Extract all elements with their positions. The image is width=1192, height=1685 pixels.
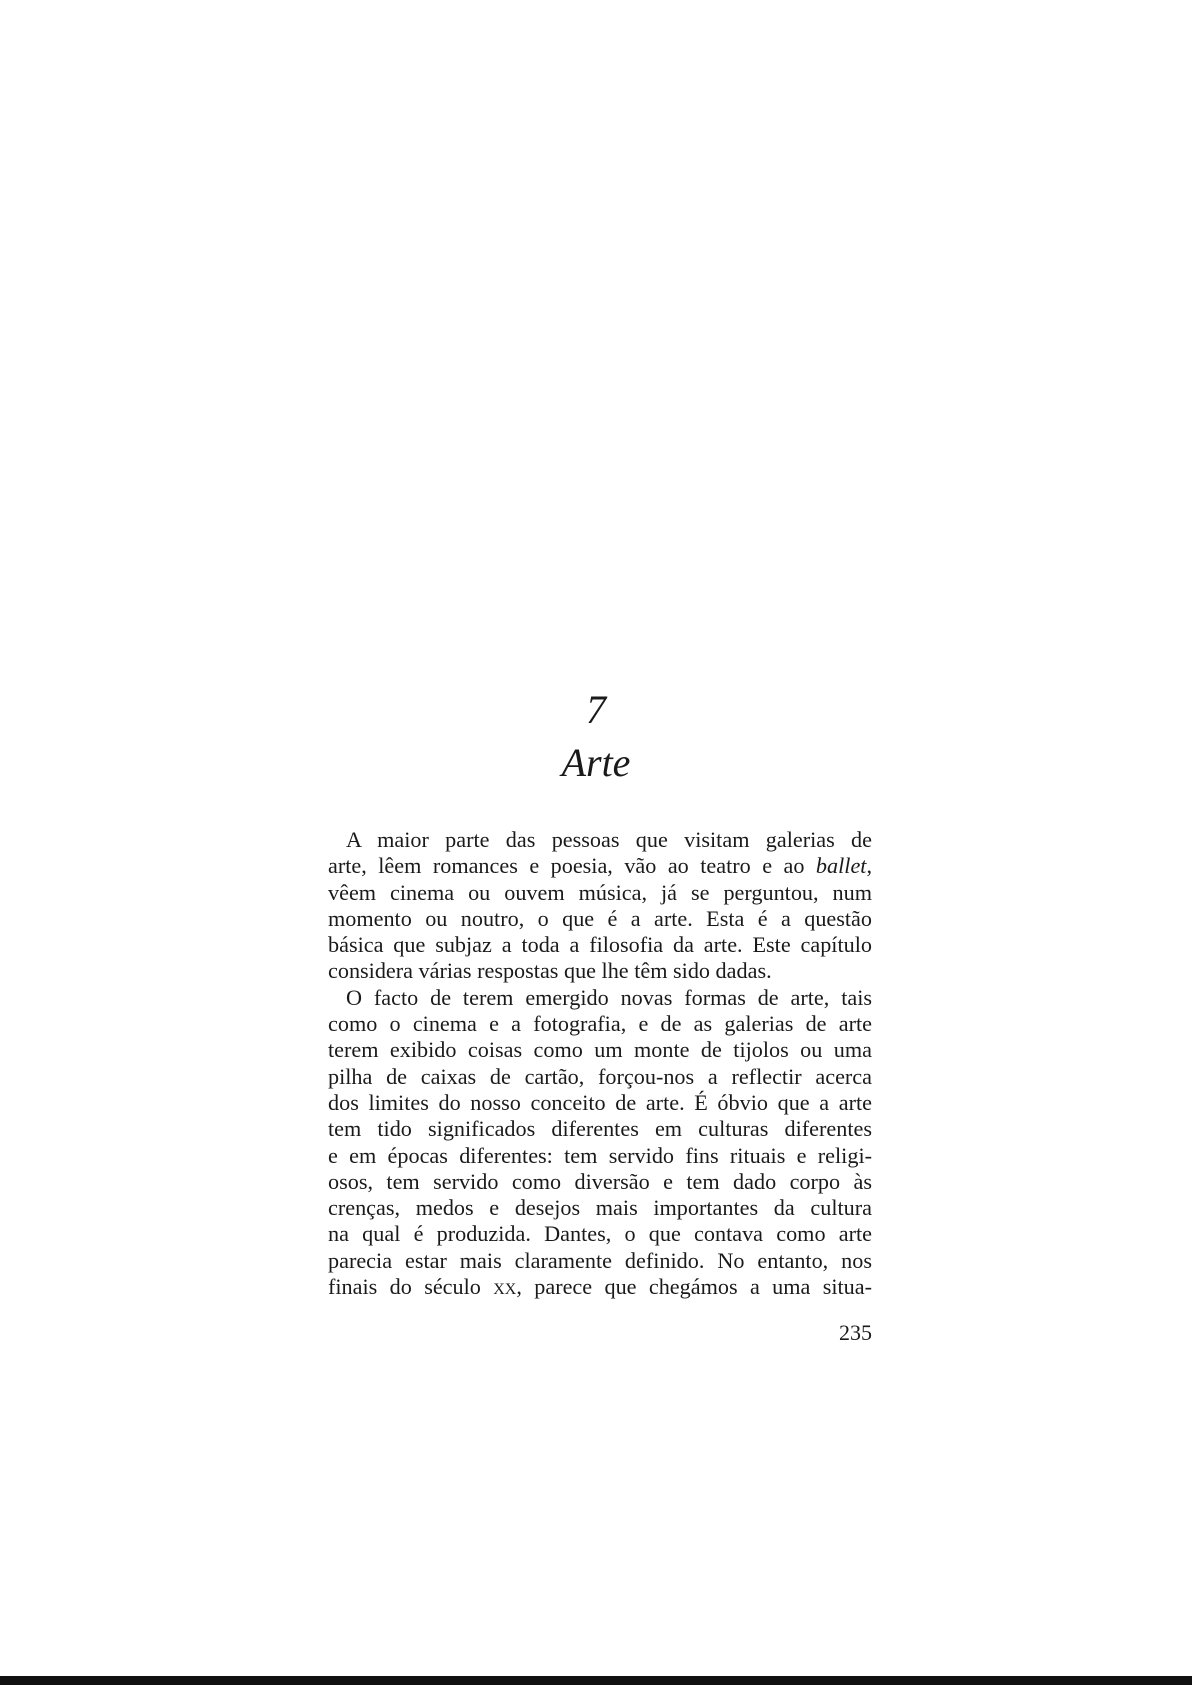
- chapter-number: 7: [586, 687, 606, 732]
- text-line: pilha de caixas de cartão, forçou-nos a reflectir acerca: [328, 1063, 872, 1089]
- page-number: 235: [839, 1320, 872, 1345]
- text-line: como o cinema e a fotografia, e de as galerias de arte: [328, 1011, 872, 1037]
- text-line: parecia estar mais claramente definido. No entanto, nos: [328, 1247, 872, 1273]
- chapter-title: Arte: [561, 740, 631, 785]
- text-line: dos limites do nosso conceito de arte. É óbvio que a arte: [328, 1089, 872, 1115]
- century-numeral: xx: [493, 1274, 517, 1300]
- text-line: O facto de terem emergido novas formas de arte, tais: [346, 984, 872, 1010]
- text-line: e em épocas diferentes: tem servido fins rituais e religi-: [328, 1142, 872, 1168]
- paragraph-2: [328, 985, 872, 1301]
- text-line: A maior parte das pessoas que visitam galerias de: [346, 827, 872, 852]
- bottom-scan-edge: [0, 1676, 1192, 1685]
- paragraph-1: [328, 827, 872, 985]
- body-text: [328, 827, 872, 1300]
- text-line-with-smallcaps: finais do século xx, parece que chegámos a uma situa-: [328, 1274, 872, 1300]
- text-line-with-italic: arte, lêem romances e poesia, vão ao teatro e ao ballet,: [328, 853, 872, 879]
- text-line: terem exibido coisas como um monte de tijolos ou uma: [328, 1037, 872, 1063]
- text-line: na qual é produzida. Dantes, o que contava como arte: [328, 1221, 872, 1247]
- text-line: crenças, medos e desejos mais importantes da cultura: [328, 1195, 872, 1221]
- text-line: tem tido significados diferentes em culturas diferentes: [328, 1116, 872, 1142]
- text-line: osos, tem servido como diversão e tem dado corpo às: [328, 1168, 872, 1194]
- text-line: considera várias respostas que lhe têm sido dadas.: [328, 958, 772, 984]
- text-line: básica que subjaz a toda a filosofia da arte. Este capítulo: [328, 932, 872, 958]
- text-line: vêem cinema ou ouvem música, já se perguntou, num: [328, 879, 872, 905]
- text-line: momento ou noutro, o que é a arte. Esta é a questão: [328, 905, 872, 931]
- italic-term: ballet: [815, 853, 867, 879]
